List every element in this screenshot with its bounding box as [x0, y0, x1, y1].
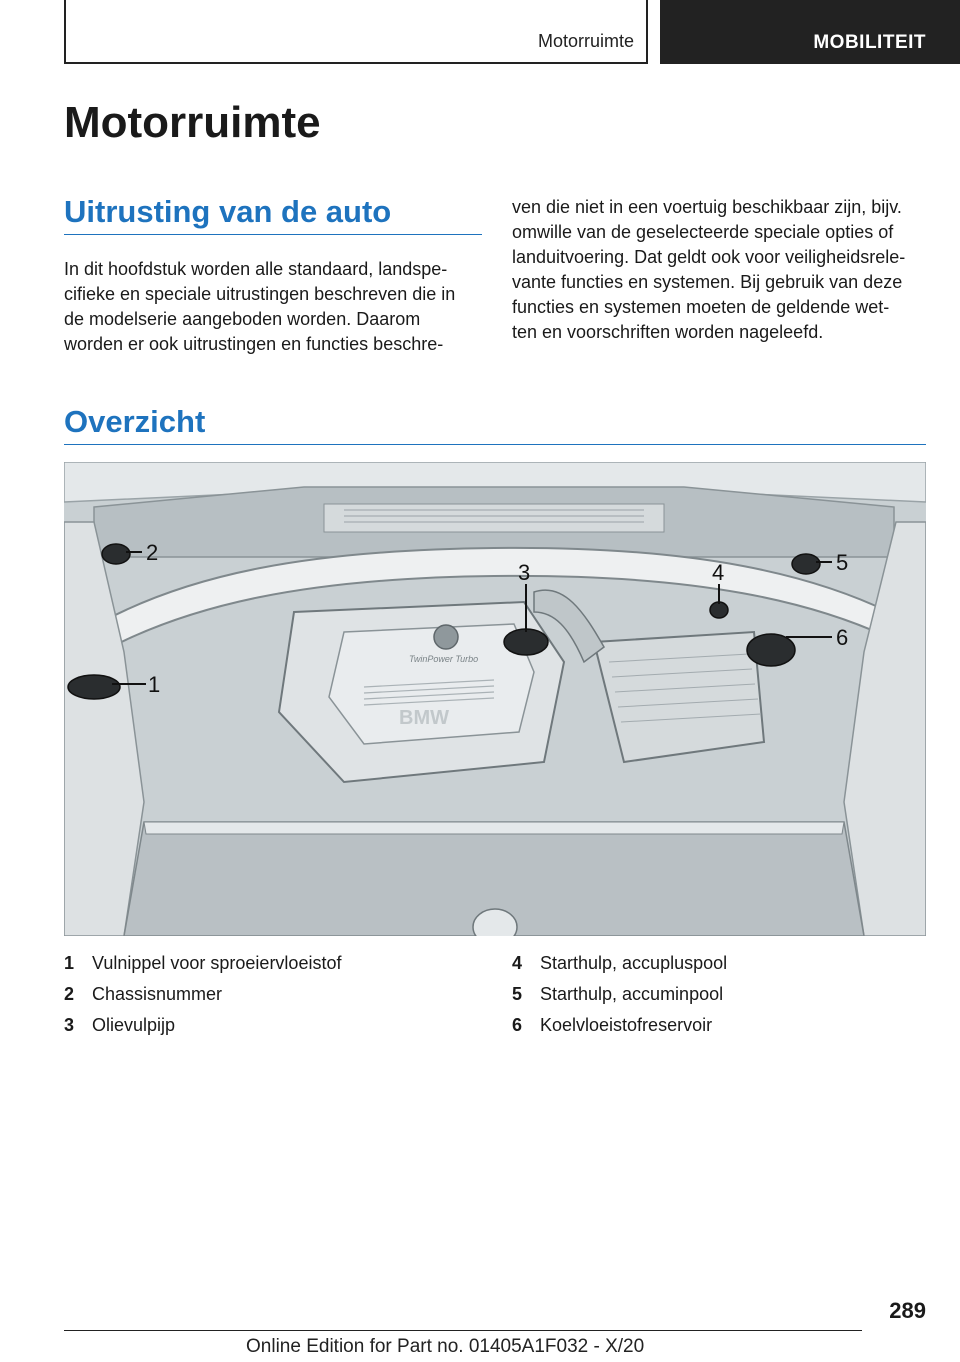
page-number: 289	[889, 1298, 926, 1323]
callout-3: 3	[518, 560, 531, 585]
section-rule-overview	[64, 444, 926, 445]
legend-label: Starthulp, accupluspool	[540, 953, 728, 973]
legend-label: Koelvloeistofreservoir	[540, 1015, 713, 1035]
paragraph-left-column	[64, 257, 455, 357]
paragraph-line: cifieke en speciale uitrustingen beschreven die in	[64, 284, 456, 304]
legend-item	[64, 950, 341, 976]
paragraph-line: ven die niet in een voertuig beschikbaar zijn, bijv.	[512, 197, 902, 217]
callout-4: 4	[712, 560, 725, 585]
paragraph-line: de modelserie aangeboden worden. Daarom	[64, 309, 421, 329]
legend-number: 1	[64, 953, 75, 973]
legend-number: 4	[512, 953, 523, 973]
legend-number: 2	[64, 984, 75, 1004]
paragraph-line: functies en systemen moeten de geldende wet-	[512, 297, 890, 317]
callout-6: 6	[836, 625, 849, 650]
section-heading-overview: Overzicht	[64, 404, 206, 439]
section-rule-equipment	[64, 234, 482, 235]
legend-label: Vulnippel voor sproeiervloeistof	[92, 953, 342, 973]
header-chapter-box	[660, 0, 960, 64]
legend-item	[512, 1012, 712, 1038]
paragraph-line: ten en voorschriften worden nageleefd.	[512, 322, 824, 342]
legend-label: Olievulpijp	[92, 1015, 176, 1035]
callout-2: 2	[146, 540, 159, 565]
legend-item	[64, 981, 222, 1007]
paragraph-line: worden er ook uitrustingen en functies beschre-	[64, 334, 444, 354]
legend-label: Starthulp, accuminpool	[540, 984, 724, 1004]
header-section-title: Motorruimte	[537, 31, 634, 51]
legend-number: 6	[512, 1015, 523, 1035]
engine-bay-illustration	[64, 462, 926, 936]
legend-item	[512, 950, 727, 976]
paragraph-line: landuitvoering. Dat geldt ook voor veiligheidsrele-	[512, 247, 906, 267]
header-chapter-title: MOBILITEIT	[813, 32, 926, 53]
legend-number: 3	[64, 1015, 75, 1035]
paragraph-line: In dit hoofdstuk worden alle standaard, landspe-	[64, 259, 448, 279]
callout-1: 1	[148, 672, 161, 697]
page-title: Motorruimte	[64, 98, 321, 147]
legend-number: 5	[512, 984, 523, 1004]
footer-rule	[64, 1330, 862, 1331]
paragraph-right-column	[512, 195, 905, 345]
callout-5: 5	[836, 550, 849, 575]
paragraph-line: omwille van de geselecteerde speciale opties of	[512, 222, 894, 242]
legend-item	[512, 981, 723, 1007]
legend-label: Chassisnummer	[92, 984, 223, 1004]
engine-cover-text: TwinPower Turbo	[409, 654, 479, 664]
legend-item	[64, 1012, 175, 1038]
header-section-box	[64, 0, 648, 64]
footer-edition: Online Edition for Part no. 01405A1F032 - X/20	[246, 1336, 645, 1357]
engine-brand-text: BMW	[399, 707, 449, 729]
paragraph-line: vante functies en systemen. Bij gebruik van deze	[512, 272, 903, 292]
section-heading-equipment: Uitrusting van de auto	[64, 194, 392, 229]
